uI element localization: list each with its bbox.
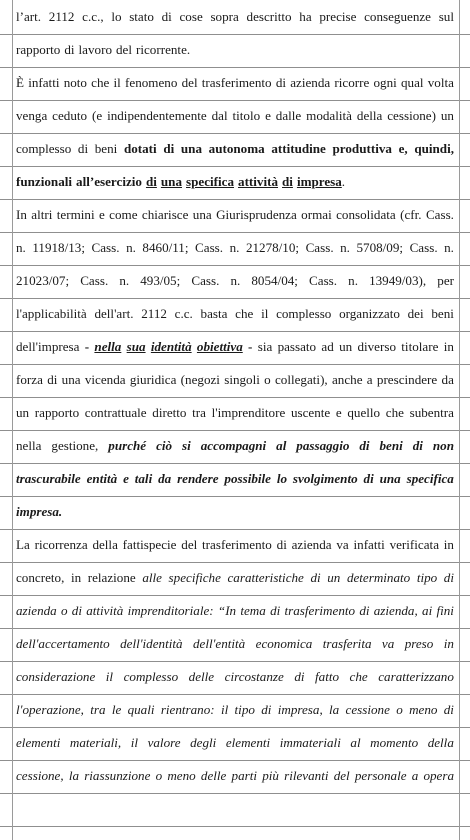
- word: in: [443, 636, 454, 651]
- text-line: [16, 528, 454, 561]
- text-line: [16, 759, 454, 792]
- word: una: [180, 141, 202, 156]
- word: opera: [423, 768, 454, 783]
- word: all’esercizio: [76, 174, 142, 189]
- word: di: [412, 438, 423, 453]
- word: trasferita: [322, 636, 372, 651]
- word: una: [160, 174, 183, 189]
- word: ricorrente.: [136, 42, 191, 57]
- word: cose: [179, 9, 203, 24]
- word: a: [366, 372, 373, 387]
- word: È: [16, 75, 24, 90]
- word: rientrano:: [160, 702, 215, 717]
- text-line: [16, 33, 454, 66]
- word: preso: [404, 636, 434, 651]
- word: Cass.: [191, 273, 220, 288]
- word: 21278/10;: [245, 240, 300, 255]
- word: trascurabile: [16, 471, 81, 486]
- word: della: [427, 735, 454, 750]
- word: di: [443, 570, 454, 585]
- word: -: [84, 339, 90, 354]
- word: Giurisprudenza: [216, 207, 297, 222]
- word: 13949/03),: [369, 273, 427, 288]
- word: (negozi: [180, 372, 220, 387]
- word: attività: [86, 603, 124, 618]
- word: rilevanti: [284, 768, 329, 783]
- right-margin-rule: [459, 0, 460, 840]
- word: di: [282, 174, 293, 189]
- word: -: [248, 339, 253, 354]
- word: al: [350, 735, 361, 750]
- word: descritto: [246, 9, 292, 24]
- word: caratteristiche: [227, 570, 304, 585]
- word: di: [270, 603, 281, 618]
- word: azienda,: [373, 603, 418, 618]
- word: una: [61, 372, 81, 387]
- word: n.: [126, 240, 136, 255]
- text-line: [16, 165, 454, 198]
- word: cessione): [387, 108, 436, 123]
- word: tra: [192, 405, 206, 420]
- word: 8460/11;: [142, 240, 189, 255]
- word: contrattuale: [84, 405, 147, 420]
- word: cessione,: [16, 768, 64, 783]
- text-line: [16, 594, 454, 627]
- word: tipo: [416, 570, 438, 585]
- word: la: [329, 702, 340, 717]
- word: beni: [379, 438, 403, 453]
- word: in: [70, 570, 82, 585]
- text-line: [16, 660, 454, 693]
- word: funzionali: [16, 174, 73, 189]
- text-line: [16, 561, 454, 594]
- word: collegati),: [274, 372, 328, 387]
- word: di: [47, 372, 58, 387]
- text-line: [16, 726, 454, 759]
- word: attività: [238, 174, 279, 189]
- word: giuridica: [129, 372, 177, 387]
- word: ad: [321, 339, 334, 354]
- word: diverso: [357, 339, 396, 354]
- word: ricorrenza: [34, 537, 88, 552]
- word: quello: [347, 405, 381, 420]
- text-line: [16, 627, 454, 660]
- text-line: [16, 297, 454, 330]
- word: di: [161, 9, 172, 24]
- word: lo: [276, 471, 288, 486]
- word: un: [327, 570, 341, 585]
- word: caratterizzano: [378, 669, 454, 684]
- text-line: [16, 363, 454, 396]
- word: che: [91, 75, 110, 90]
- word: autonoma: [208, 141, 265, 156]
- word: specifica: [406, 471, 454, 486]
- word: immateriali: [279, 735, 341, 750]
- word: 11918/13;: [32, 240, 85, 255]
- word: concreto,: [16, 570, 65, 585]
- word: trasferimento: [202, 537, 272, 552]
- word: e: [98, 207, 105, 222]
- word: anche: [331, 372, 363, 387]
- word: un: [16, 405, 30, 420]
- word: (e: [91, 108, 103, 123]
- word: per: [437, 273, 454, 288]
- word: ha: [299, 9, 312, 24]
- word: la: [68, 768, 80, 783]
- word: dell'accertamento: [16, 636, 110, 651]
- word: e: [265, 108, 271, 123]
- word: complesso: [276, 306, 332, 321]
- word: c.c.: [174, 306, 193, 321]
- word: di: [294, 669, 305, 684]
- word: n.: [119, 273, 130, 288]
- word: va: [381, 636, 395, 651]
- word: beni: [94, 141, 118, 156]
- word: produttiva: [332, 141, 392, 156]
- text-line: [16, 0, 454, 33]
- word: tali: [134, 471, 153, 486]
- word: di: [64, 42, 75, 57]
- word: dell'impresa: [16, 339, 80, 354]
- word: dell'identità: [120, 636, 183, 651]
- word: momento: [370, 735, 419, 750]
- word: rendere: [177, 471, 219, 486]
- word: o: [396, 702, 403, 717]
- word: una: [379, 471, 401, 486]
- word: termini: [56, 207, 95, 222]
- word: sia: [257, 339, 273, 354]
- word: più: [262, 768, 279, 783]
- word: lo: [111, 9, 122, 24]
- word: di: [359, 438, 370, 453]
- document-body: [16, 0, 454, 792]
- word: venga: [16, 108, 48, 123]
- word: sul: [438, 9, 454, 24]
- word: e: [335, 405, 342, 420]
- word: n.: [340, 240, 350, 255]
- text-line: [16, 429, 454, 462]
- word: Cass.: [91, 240, 120, 255]
- word: stato: [129, 9, 154, 24]
- word: ai: [422, 603, 433, 618]
- word: di: [276, 537, 287, 552]
- word: obiettiva: [196, 339, 243, 354]
- word: dal: [211, 108, 228, 123]
- word: l'applicabilità: [16, 306, 87, 321]
- word: determinato: [346, 570, 411, 585]
- text-line: [16, 198, 454, 231]
- word: complesso: [16, 141, 72, 156]
- word: di: [359, 603, 370, 618]
- word: il: [105, 669, 114, 684]
- word: attitudine: [271, 141, 326, 156]
- word: verificata: [389, 537, 440, 552]
- word: rapporto: [34, 405, 80, 420]
- word: dei: [407, 306, 424, 321]
- word: di: [145, 174, 157, 189]
- word: 2112: [141, 306, 167, 321]
- word: elementi: [225, 735, 271, 750]
- word: trasferimento: [201, 75, 272, 90]
- word: ormai: [301, 207, 332, 222]
- word: valore: [147, 735, 181, 750]
- word: in: [443, 537, 454, 552]
- text-line: [16, 693, 454, 726]
- word: subentra: [409, 405, 454, 420]
- word: trasferimento: [284, 603, 356, 618]
- word: alle: [142, 570, 162, 585]
- word: parti: [231, 768, 258, 783]
- word: ricorre: [334, 75, 370, 90]
- word: passato: [277, 339, 317, 354]
- word: degli: [190, 735, 217, 750]
- word: o: [264, 372, 271, 387]
- word: in: [443, 339, 454, 354]
- word: purché: [108, 438, 147, 453]
- word: fini: [436, 603, 454, 618]
- word: nella: [94, 339, 122, 354]
- word: l'imprenditore: [211, 405, 286, 420]
- text-line: [16, 495, 454, 528]
- word: il: [130, 735, 139, 750]
- word: non: [432, 438, 454, 453]
- word: il: [220, 702, 229, 717]
- word: quindi,: [414, 141, 454, 156]
- word: fattispecie: [122, 537, 177, 552]
- word: del: [181, 75, 198, 90]
- word: indipendentemente: [107, 108, 207, 123]
- word: di: [310, 570, 321, 585]
- word: 2112: [48, 9, 75, 24]
- word: il: [261, 306, 269, 321]
- word: ceduto: [52, 108, 88, 123]
- word: tipo: [234, 702, 255, 717]
- word: del: [116, 42, 132, 57]
- word: Cass.: [305, 240, 334, 255]
- word: “In: [217, 603, 237, 618]
- word: va: [336, 537, 349, 552]
- word: del: [333, 768, 350, 783]
- text-line: [16, 231, 454, 264]
- word: rapporto: [16, 42, 61, 57]
- word: del: [181, 537, 198, 552]
- word: titolo: [232, 108, 261, 123]
- word: fenomeno: [125, 75, 178, 90]
- word: fatto: [315, 669, 340, 684]
- word: personale: [354, 768, 407, 783]
- word: al: [276, 438, 287, 453]
- word: beni: [431, 306, 454, 321]
- word: volta: [427, 75, 454, 90]
- word: vicenda: [84, 372, 126, 387]
- word: diretto: [152, 405, 187, 420]
- word: economica: [255, 636, 313, 651]
- word: e: [123, 471, 129, 486]
- word: dell'entità: [192, 636, 246, 651]
- word: n.: [444, 240, 454, 255]
- word: consolidata: [336, 207, 396, 222]
- word: quali: [127, 702, 155, 717]
- word: una: [192, 207, 212, 222]
- text-line: [16, 396, 454, 429]
- word: che: [385, 405, 404, 420]
- word: sopra: [210, 9, 239, 24]
- word: gestione,: [51, 438, 99, 453]
- word: di: [163, 141, 175, 156]
- word: azienda: [291, 537, 332, 552]
- word: materiali,: [69, 735, 122, 750]
- word: possibile: [224, 471, 271, 486]
- word: o: [155, 768, 163, 783]
- word: relazione: [87, 570, 136, 585]
- word: l’art.: [16, 9, 42, 24]
- word: si: [182, 438, 191, 453]
- word: da: [441, 372, 454, 387]
- word: altri: [31, 207, 53, 222]
- word: di: [261, 702, 272, 717]
- word: (cfr.: [400, 207, 422, 222]
- text-line: [16, 330, 454, 363]
- word: impresa.: [296, 174, 346, 189]
- word: di: [443, 702, 454, 717]
- text-line: [16, 132, 454, 165]
- word: della: [92, 537, 118, 552]
- word: impresa.: [16, 504, 63, 519]
- text-line: [16, 462, 454, 495]
- word: ciò: [156, 438, 173, 453]
- word: tema: [240, 603, 266, 618]
- word: n.: [230, 273, 241, 288]
- word: dalle: [275, 108, 302, 123]
- word: un: [440, 108, 454, 123]
- word: meno: [409, 702, 438, 717]
- word: c.c.,: [82, 9, 104, 24]
- word: Cass.: [80, 273, 109, 288]
- word: organizzato: [339, 306, 400, 321]
- word: dotati: [123, 141, 157, 156]
- word: titolare: [401, 339, 439, 354]
- word: svolgimento: [292, 471, 358, 486]
- word: delle: [200, 768, 227, 783]
- word: accompagni: [200, 438, 267, 453]
- word: chiarisce: [141, 207, 189, 222]
- word: precise: [319, 9, 357, 24]
- word: specifica: [186, 174, 235, 189]
- word: un: [339, 339, 353, 354]
- left-margin-rule: [12, 0, 13, 840]
- word: In: [16, 207, 27, 222]
- word: ogni: [373, 75, 397, 90]
- word: 8054/04;: [251, 273, 298, 288]
- word: a: [411, 768, 419, 783]
- text-line: [16, 264, 454, 297]
- word: n.: [348, 273, 358, 288]
- word: che: [235, 306, 254, 321]
- word: basta: [200, 306, 228, 321]
- word: di: [275, 75, 286, 90]
- word: n.: [229, 240, 240, 255]
- word: di: [77, 141, 89, 156]
- word: Cass.: [195, 240, 224, 255]
- word: riassunzione: [84, 768, 151, 783]
- word: Cass.: [309, 273, 338, 288]
- word: sua: [126, 339, 146, 354]
- word: complesso: [123, 669, 179, 684]
- word: o: [60, 603, 68, 618]
- word: di: [363, 471, 374, 486]
- word: circostanze: [224, 669, 284, 684]
- word: azienda: [16, 603, 57, 618]
- word: n.: [16, 240, 26, 255]
- word: tra: [90, 702, 106, 717]
- word: 493/05;: [140, 273, 181, 288]
- word: che: [349, 669, 368, 684]
- word: noto: [63, 75, 87, 90]
- word: dell'art.: [94, 306, 134, 321]
- word: imprenditoriale:: [127, 603, 214, 618]
- word: meno: [167, 768, 196, 783]
- word: elementi: [16, 735, 61, 750]
- word: 21023/07;: [16, 273, 70, 288]
- word: infatti: [353, 537, 385, 552]
- word: nella: [16, 438, 42, 453]
- word: modalità: [306, 108, 352, 123]
- word: prescindere: [376, 372, 438, 387]
- text-line: [16, 99, 454, 132]
- word: della: [356, 108, 383, 123]
- word: qual: [400, 75, 424, 90]
- word: azienda: [290, 75, 331, 90]
- word: il: [113, 75, 121, 90]
- word: da: [158, 471, 172, 486]
- word: di: [71, 603, 82, 618]
- word: delle: [188, 669, 215, 684]
- word: passaggio: [296, 438, 350, 453]
- word: conseguenze: [364, 9, 431, 24]
- word: e,: [398, 141, 408, 156]
- word: uscente: [290, 405, 331, 420]
- word: considerazione: [16, 669, 96, 684]
- word: impresa,: [277, 702, 323, 717]
- word: infatti: [28, 75, 60, 90]
- text-line: [16, 66, 454, 99]
- word: specifiche: [168, 570, 221, 585]
- word: cessione: [345, 702, 390, 717]
- word: l'operazione,: [16, 702, 84, 717]
- word: identità: [150, 339, 192, 354]
- word: singoli: [224, 372, 260, 387]
- word: Cass.: [425, 207, 454, 222]
- word: Cass.: [409, 240, 438, 255]
- word: 5708/09;: [356, 240, 404, 255]
- word: le: [111, 702, 122, 717]
- word: forza: [16, 372, 43, 387]
- word: come: [109, 207, 138, 222]
- word: entità: [86, 471, 118, 486]
- word: lavoro: [78, 42, 112, 57]
- word: La: [16, 537, 30, 552]
